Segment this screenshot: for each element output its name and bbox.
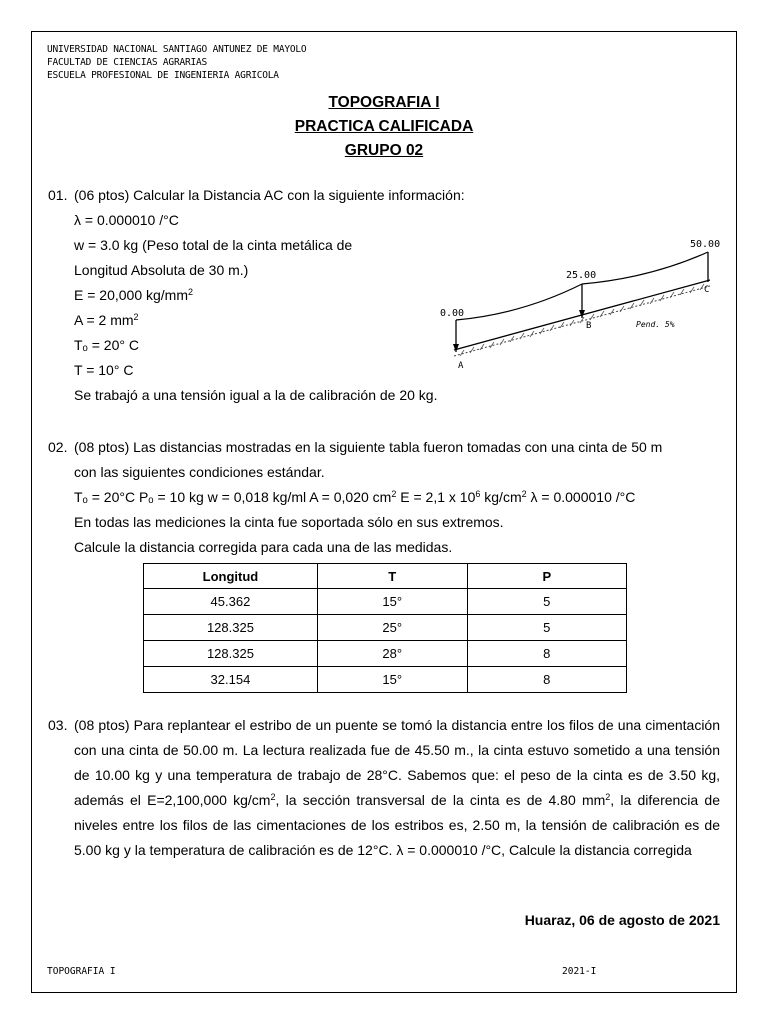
cell-p: 8	[467, 667, 626, 693]
group-title: GRUPO 02	[344, 142, 424, 159]
q1-statement: (06 ptos) Calcular la Distancia AC con la siguiente información:	[74, 187, 465, 203]
cell-t: 28°	[317, 641, 467, 667]
table-row	[144, 589, 627, 615]
cell-p: 8	[467, 641, 626, 667]
col-header-p: P	[467, 564, 626, 589]
point-c-label: C	[704, 285, 710, 295]
q2-conditions: Tₒ = 20°C Pₒ = 10 kg w = 0,018 kg/ml A = 0,020 $cm^2$ E = 2,1 x $10^6$ $kg/cm^2$ λ = 0.000010 /°C	[74, 489, 636, 505]
table-row	[144, 641, 627, 667]
tape-slope-figure	[440, 234, 730, 374]
q3-body: (08 ptos) Para replantear el estribo de un puente se tomó la distancia entre los filos de una cimentación con una cinta de 50.00 m. La lectura realizada fue de 45.50 m., la cinta estuvo sometido a una tensión de 10.00 kg y una temperatura de trabajo de 28°C. Sabemos que: el peso de la cinta es de 3.50 kg, además el E=2,100,000 $kg/cm^2$, la sección transversal de la cinta es de 4.80 $mm^2$, la diferencia de niveles entre los filos de las cimentaciones de los estribos es, 2.50 m, la tensión de calibración es de 5.00 kg y la temperatura de calibración es de 12°C. λ = 0.000010 /°C, Calcule la distancia corregida	[74, 717, 720, 858]
cell-p: 5	[467, 589, 626, 615]
q2-line2: con las siguientes condiciones estándar.	[74, 464, 325, 480]
school-name: ESCUELA PROFESIONAL DE INGENIERIA AGRICOLA	[47, 70, 279, 81]
q1-temp-field: T = 10° C	[74, 362, 134, 378]
label-50: 50.00	[690, 239, 721, 250]
cell-p: 5	[467, 615, 626, 641]
table-header-row	[144, 564, 627, 589]
cell-longitud: 128.325	[144, 615, 318, 641]
cell-longitud: 128.325	[144, 641, 318, 667]
q3-number: 03.	[48, 717, 68, 733]
faculty-name: FACULTAD DE CIENCIAS AGRARIAS	[47, 57, 208, 68]
q1-weight-line1: w = 3.0 kg (Peso total de la cinta metálica de	[74, 237, 353, 253]
tape-span-1	[456, 284, 582, 320]
q1-number: 01.	[48, 187, 68, 203]
col-header-longitud: Longitud	[144, 564, 318, 589]
label-25: 25.00	[566, 270, 597, 281]
q1-temp-standard: Tₒ = 20° C	[74, 337, 139, 353]
q1-lambda: λ = 0.000010 /°C	[74, 212, 179, 228]
q2-line1: (08 ptos) Las distancias mostradas en la siguiente tabla fueron tomadas con una cinta de 50 m	[74, 439, 663, 455]
footer-course: TOPOGRAFIA I	[47, 966, 116, 977]
footer-semester: 2021-I	[562, 966, 597, 977]
exam-title: PRACTICA CALIFICADA	[294, 118, 474, 135]
slope-label: Pend. 5%	[636, 320, 675, 329]
table-row	[144, 615, 627, 641]
q1-elasticity: E = 20,000 $kg/mm^2$	[74, 287, 194, 303]
q1-area: A = 2 $mm^2$	[74, 312, 139, 328]
col-header-t: T	[317, 564, 467, 589]
cell-t: 15°	[317, 667, 467, 693]
measurements-table	[143, 563, 627, 693]
point-b-label: B	[586, 321, 592, 331]
q2-instruction: Calcule la distancia corregida para cada una de las medidas.	[74, 539, 453, 555]
q1-tension-note: Se trabajó a una tensión igual a la de calibración de 20 kg.	[74, 387, 438, 403]
cell-longitud: 32.154	[144, 667, 318, 693]
table-row	[144, 667, 627, 693]
label-0: 0.00	[440, 308, 465, 319]
cell-t: 15°	[317, 589, 467, 615]
university-name: UNIVERSIDAD NACIONAL SANTIAGO ANTUNEZ DE MAYOLO	[47, 44, 307, 55]
point-a-label: A	[458, 361, 464, 371]
cell-t: 25°	[317, 615, 467, 641]
tape-span-2	[582, 252, 708, 284]
q2-support-note: En todas las mediciones la cinta fue soportada sólo en sus extremos.	[74, 514, 504, 530]
place-date-signature: Huaraz, 06 de agosto de 2021	[524, 912, 720, 928]
q2-number: 02.	[48, 439, 68, 455]
institution-header	[47, 43, 306, 82]
cell-longitud: 45.362	[144, 589, 318, 615]
course-title: TOPOGRAFIA I	[328, 94, 440, 111]
q1-weight-line2: Longitud Absoluta de 30 m.)	[74, 262, 249, 278]
